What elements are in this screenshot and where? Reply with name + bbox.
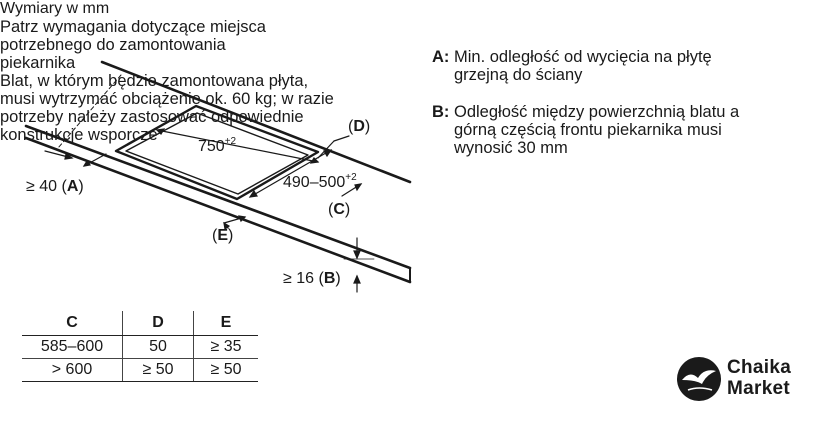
chaika-market-logo <box>676 353 826 405</box>
logo-line: Market <box>727 378 791 399</box>
dimension-table <box>22 311 258 382</box>
distance-e-label: (E) <box>212 227 234 244</box>
distance-d-label: (D) <box>348 118 371 135</box>
note-b-line: wynosić 30 mm <box>454 139 568 157</box>
hidden-edge <box>58 75 121 148</box>
note-b-key: B: <box>432 103 450 121</box>
requirement-line: Patrz wymagania dotyczące miejsca <box>0 18 266 36</box>
requirement-line: piekarnika <box>0 54 76 72</box>
seagull-icon <box>676 356 722 402</box>
logo-text <box>727 357 791 399</box>
distance-a-label: ≥ 40 (A) <box>26 178 84 195</box>
distance-b-label: ≥ 16 (B) <box>283 270 341 287</box>
table-cell: ≥ 50 <box>194 359 259 382</box>
load-line: konstrukcje wsporcze <box>0 126 158 144</box>
table-cell: ≥ 50 <box>123 359 194 382</box>
table-row <box>22 359 258 382</box>
width-label: $750^{+2}$ <box>198 136 237 155</box>
table-cell: 50 <box>123 336 194 359</box>
table-header-row <box>22 311 258 336</box>
depth-label: $490-500^{+2}$ <box>283 172 357 191</box>
table-cell: > 600 <box>22 359 123 382</box>
load-line: Blat, w którym będzie zamontowana płyta, <box>0 72 309 90</box>
note-a-line: Min. odległość od wycięcia na płytę <box>454 48 712 66</box>
table-cell: 585–600 <box>22 336 123 359</box>
width-dimension <box>157 129 318 163</box>
table-cell: ≥ 35 <box>194 336 259 359</box>
note-b-line: górną częścią frontu piekarnika musi <box>454 121 722 139</box>
distance-c-label: (C) <box>328 201 351 218</box>
note-b-line: Odległość między powierzchnią blatu a <box>454 103 740 121</box>
units-caption: Wymiary w mm <box>0 0 110 17</box>
table-header: C <box>22 311 123 336</box>
logo-line: Chaika <box>727 357 792 378</box>
table-row <box>22 336 258 359</box>
load-line: musi wytrzymać obciążenie ok. 60 kg; w razie <box>0 90 334 108</box>
note-a-key: A: <box>432 48 450 66</box>
load-line: potrzeby należy zastosować odpowiednie <box>0 108 304 126</box>
requirement-line: potrzebnego do zamontowania <box>0 36 226 54</box>
table-header: E <box>194 311 259 336</box>
note-a-line: grzejną do ściany <box>454 66 583 84</box>
table-header: D <box>123 311 194 336</box>
